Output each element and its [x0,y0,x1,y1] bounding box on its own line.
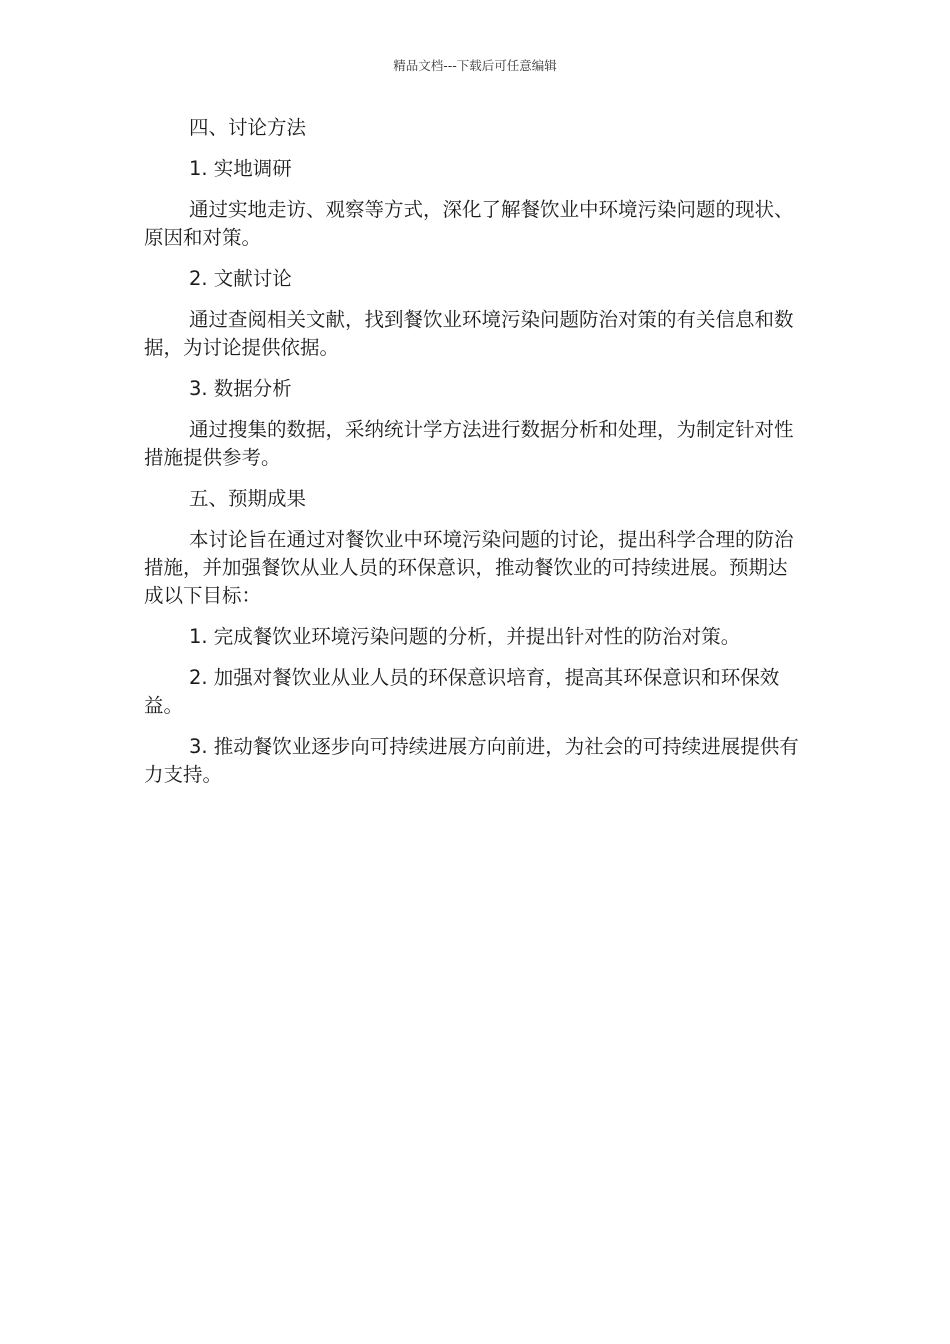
page-header: 精品文档---下载后可任意编辑 [393,58,557,73]
goal-item-1: 1. 完成餐饮业环境污染问题的分析，并提出针对性的防治对策。 [189,625,741,648]
subheading-field-research: 1. 实地调研 [189,157,292,180]
goal-item-3: 3. 推动餐饮业逐步向可持续进展方向前进，为社会的可持续进展提供有力支持。 [144,735,799,786]
document-body [144,114,800,789]
paragraph-field-research: 通过实地走访、观察等方式，深化了解餐饮业中环境污染问题的现状、原因和对策。 [144,198,794,249]
section-heading-discussion-methods: 四、讨论方法 [189,116,307,139]
paragraph-literature-discussion: 通过查阅相关文献，找到餐饮业环境污染问题防治对策的有关信息和数据，为讨论提供依据。 [144,308,794,359]
subheading-data-analysis: 3. 数据分析 [189,377,292,400]
paragraph-expected-results: 本讨论旨在通过对餐饮业中环境污染问题的讨论，提出科学合理的防治措施，并加强餐饮从业人员的环保意识，推动餐饮业的可持续进展。预期达成以下目标： [144,528,794,607]
paragraph-data-analysis: 通过搜集的数据，采纳统计学方法进行数据分析和处理，为制定针对性措施提供参考。 [144,418,794,469]
goal-item-2: 2. 加强对餐饮业从业人员的环保意识培育，提高其环保意识和环保效益。 [144,666,780,717]
section-heading-expected-results: 五、预期成果 [189,487,307,510]
subheading-literature-discussion: 2. 文献讨论 [189,267,292,290]
